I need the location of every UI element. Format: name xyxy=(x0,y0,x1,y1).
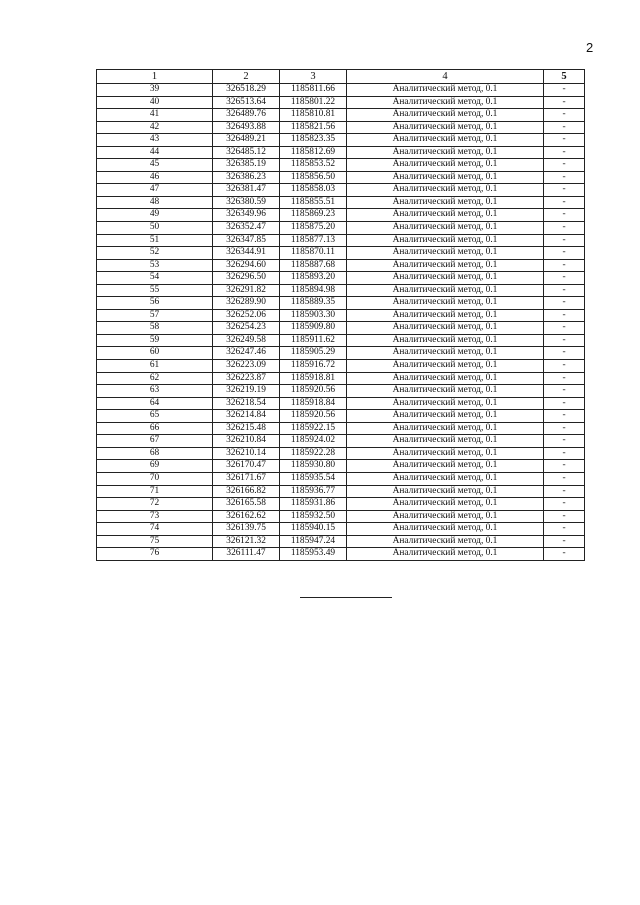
table-cell-col-2: 326121.32 xyxy=(213,535,280,548)
table-cell-col-3: 1185869.23 xyxy=(280,209,347,222)
table-cell-col-2: 326210.14 xyxy=(213,447,280,460)
column-header-5: 5 xyxy=(544,70,585,84)
table-cell-col-4: Аналитический метод, 0.1 xyxy=(347,322,544,335)
table-row xyxy=(97,372,585,385)
table-row xyxy=(97,548,585,561)
table-cell-col-5: - xyxy=(544,159,585,172)
table-cell-col-3: 1185932.50 xyxy=(280,510,347,523)
table-cell-col-4: Аналитический метод, 0.1 xyxy=(347,334,544,347)
table-cell-col-4: Аналитический метод, 0.1 xyxy=(347,284,544,297)
table-cell-col-2: 326170.47 xyxy=(213,460,280,473)
table-row xyxy=(97,196,585,209)
table-cell-col-4: Аналитический метод, 0.1 xyxy=(347,84,544,97)
table-cell-col-5: - xyxy=(544,397,585,410)
table-row xyxy=(97,134,585,147)
table-cell-col-1: 56 xyxy=(97,297,213,310)
table-cell-col-2: 326349.96 xyxy=(213,209,280,222)
table-cell-col-4: Аналитический метод, 0.1 xyxy=(347,535,544,548)
table-cell-col-4: Аналитический метод, 0.1 xyxy=(347,247,544,260)
table-cell-col-1: 53 xyxy=(97,259,213,272)
table-row xyxy=(97,347,585,360)
table-cell-col-4: Аналитический метод, 0.1 xyxy=(347,121,544,134)
table-cell-col-1: 46 xyxy=(97,171,213,184)
table-cell-col-5: - xyxy=(544,272,585,285)
table-cell-col-1: 70 xyxy=(97,472,213,485)
table-cell-col-4: Аналитический метод, 0.1 xyxy=(347,171,544,184)
table-cell-col-3: 1185894.98 xyxy=(280,284,347,297)
table-cell-col-4: Аналитический метод, 0.1 xyxy=(347,360,544,373)
table-cell-col-1: 58 xyxy=(97,322,213,335)
table-cell-col-1: 76 xyxy=(97,548,213,561)
table-cell-col-5: - xyxy=(544,460,585,473)
table-cell-col-2: 326111.47 xyxy=(213,548,280,561)
table-cell-col-2: 326489.76 xyxy=(213,109,280,122)
table-cell-col-2: 326289.90 xyxy=(213,297,280,310)
table-cell-col-5: - xyxy=(544,498,585,511)
table-row xyxy=(97,234,585,247)
table-cell-col-3: 1185920.56 xyxy=(280,410,347,423)
table-cell-col-5: - xyxy=(544,297,585,310)
table-cell-col-1: 69 xyxy=(97,460,213,473)
table-header-row xyxy=(97,70,585,84)
page-number: 2 xyxy=(586,40,594,55)
table-cell-col-3: 1185918.84 xyxy=(280,397,347,410)
table-cell-col-5: - xyxy=(544,171,585,184)
table-cell-col-2: 326252.06 xyxy=(213,309,280,322)
table-cell-col-2: 326223.87 xyxy=(213,372,280,385)
table-cell-col-1: 50 xyxy=(97,222,213,235)
table-cell-col-2: 326171.67 xyxy=(213,472,280,485)
table-cell-col-2: 326165.58 xyxy=(213,498,280,511)
table-cell-col-3: 1185924.02 xyxy=(280,435,347,448)
table-cell-col-2: 326162.62 xyxy=(213,510,280,523)
table-cell-col-5: - xyxy=(544,247,585,260)
table-cell-col-1: 39 xyxy=(97,84,213,97)
table-cell-col-3: 1185811.66 xyxy=(280,84,347,97)
table-cell-col-5: - xyxy=(544,410,585,423)
table-cell-col-4: Аналитический метод, 0.1 xyxy=(347,234,544,247)
table-row xyxy=(97,209,585,222)
table-cell-col-1: 68 xyxy=(97,447,213,460)
table-cell-col-2: 326485.12 xyxy=(213,146,280,159)
table-cell-col-2: 326386.23 xyxy=(213,171,280,184)
table-cell-col-1: 57 xyxy=(97,309,213,322)
table-cell-col-2: 326489.21 xyxy=(213,134,280,147)
table-cell-col-5: - xyxy=(544,535,585,548)
table-row xyxy=(97,309,585,322)
table-row xyxy=(97,121,585,134)
table-cell-col-3: 1185922.28 xyxy=(280,447,347,460)
table-cell-col-3: 1185930.80 xyxy=(280,460,347,473)
table-cell-col-4: Аналитический метод, 0.1 xyxy=(347,397,544,410)
table-cell-col-2: 326215.48 xyxy=(213,422,280,435)
table-body xyxy=(97,84,585,561)
table-cell-col-1: 63 xyxy=(97,385,213,398)
table-cell-col-1: 73 xyxy=(97,510,213,523)
table-row xyxy=(97,535,585,548)
table-cell-col-1: 72 xyxy=(97,498,213,511)
table-cell-col-3: 1185922.15 xyxy=(280,422,347,435)
column-header-2: 2 xyxy=(213,70,280,84)
table-cell-col-4: Аналитический метод, 0.1 xyxy=(347,272,544,285)
table-cell-col-4: Аналитический метод, 0.1 xyxy=(347,209,544,222)
table-cell-col-5: - xyxy=(544,372,585,385)
table-cell-col-2: 326347.85 xyxy=(213,234,280,247)
table-row xyxy=(97,410,585,423)
table-cell-col-2: 326249.58 xyxy=(213,334,280,347)
table-row xyxy=(97,297,585,310)
table-row xyxy=(97,284,585,297)
table-cell-col-2: 326247.46 xyxy=(213,347,280,360)
table-cell-col-2: 326218.54 xyxy=(213,397,280,410)
table-cell-col-2: 326210.84 xyxy=(213,435,280,448)
table-cell-col-2: 326493.88 xyxy=(213,121,280,134)
table-cell-col-3: 1185821.56 xyxy=(280,121,347,134)
table-cell-col-4: Аналитический метод, 0.1 xyxy=(347,435,544,448)
table-cell-col-1: 64 xyxy=(97,397,213,410)
table-cell-col-2: 326296.50 xyxy=(213,272,280,285)
table-cell-col-3: 1185893.20 xyxy=(280,272,347,285)
table-cell-col-1: 61 xyxy=(97,360,213,373)
table-cell-col-4: Аналитический метод, 0.1 xyxy=(347,485,544,498)
table-row xyxy=(97,222,585,235)
table-cell-col-3: 1185918.81 xyxy=(280,372,347,385)
table-cell-col-3: 1185875.20 xyxy=(280,222,347,235)
table-row xyxy=(97,146,585,159)
table-cell-col-1: 66 xyxy=(97,422,213,435)
table-cell-col-5: - xyxy=(544,510,585,523)
table-cell-col-5: - xyxy=(544,347,585,360)
table-cell-col-3: 1185916.72 xyxy=(280,360,347,373)
table-cell-col-3: 1185931.86 xyxy=(280,498,347,511)
table-row xyxy=(97,184,585,197)
table-row xyxy=(97,96,585,109)
table-cell-col-1: 40 xyxy=(97,96,213,109)
table-cell-col-4: Аналитический метод, 0.1 xyxy=(347,146,544,159)
table-cell-col-4: Аналитический метод, 0.1 xyxy=(347,523,544,536)
table-cell-col-5: - xyxy=(544,134,585,147)
table-cell-col-5: - xyxy=(544,334,585,347)
table-cell-col-3: 1185903.30 xyxy=(280,309,347,322)
table-cell-col-1: 42 xyxy=(97,121,213,134)
table-cell-col-4: Аналитический метод, 0.1 xyxy=(347,510,544,523)
table-cell-col-5: - xyxy=(544,360,585,373)
table-row xyxy=(97,84,585,97)
table-cell-col-3: 1185887.68 xyxy=(280,259,347,272)
table-cell-col-1: 75 xyxy=(97,535,213,548)
table-cell-col-2: 326166.82 xyxy=(213,485,280,498)
table-cell-col-3: 1185905.29 xyxy=(280,347,347,360)
table-cell-col-1: 52 xyxy=(97,247,213,260)
table-cell-col-3: 1185812.69 xyxy=(280,146,347,159)
table-cell-col-3: 1185801.22 xyxy=(280,96,347,109)
table-row xyxy=(97,498,585,511)
table-cell-col-1: 60 xyxy=(97,347,213,360)
table-cell-col-1: 43 xyxy=(97,134,213,147)
table-cell-col-4: Аналитический метод, 0.1 xyxy=(347,372,544,385)
table-cell-col-5: - xyxy=(544,322,585,335)
table-cell-col-3: 1185810.81 xyxy=(280,109,347,122)
table-cell-col-5: - xyxy=(544,184,585,197)
table-cell-col-5: - xyxy=(544,234,585,247)
table-cell-col-2: 326254.23 xyxy=(213,322,280,335)
table-cell-col-1: 48 xyxy=(97,196,213,209)
table-cell-col-1: 67 xyxy=(97,435,213,448)
table-cell-col-4: Аналитический метод, 0.1 xyxy=(347,196,544,209)
table-row xyxy=(97,422,585,435)
table-cell-col-3: 1185823.35 xyxy=(280,134,347,147)
table-cell-col-4: Аналитический метод, 0.1 xyxy=(347,472,544,485)
table-cell-col-1: 49 xyxy=(97,209,213,222)
table-cell-col-5: - xyxy=(544,284,585,297)
table-cell-col-2: 326513.64 xyxy=(213,96,280,109)
column-header-1: 1 xyxy=(97,70,213,84)
table-cell-col-1: 45 xyxy=(97,159,213,172)
table-cell-col-3: 1185947.24 xyxy=(280,535,347,548)
table-cell-col-3: 1185935.54 xyxy=(280,472,347,485)
table-cell-col-3: 1185911.62 xyxy=(280,334,347,347)
table-cell-col-2: 326352.47 xyxy=(213,222,280,235)
table-cell-col-5: - xyxy=(544,222,585,235)
table-cell-col-1: 54 xyxy=(97,272,213,285)
table-cell-col-3: 1185940.15 xyxy=(280,523,347,536)
table-cell-col-2: 326381.47 xyxy=(213,184,280,197)
table-cell-col-1: 71 xyxy=(97,485,213,498)
table-cell-col-5: - xyxy=(544,385,585,398)
table-row xyxy=(97,334,585,347)
table-cell-col-1: 44 xyxy=(97,146,213,159)
table-cell-col-3: 1185889.35 xyxy=(280,297,347,310)
table-cell-col-3: 1185858.03 xyxy=(280,184,347,197)
table-cell-col-3: 1185953.49 xyxy=(280,548,347,561)
table-cell-col-5: - xyxy=(544,447,585,460)
table-cell-col-4: Аналитический метод, 0.1 xyxy=(347,109,544,122)
table-cell-col-4: Аналитический метод, 0.1 xyxy=(347,96,544,109)
column-header-4: 4 xyxy=(347,70,544,84)
table-cell-col-5: - xyxy=(544,485,585,498)
table-cell-col-4: Аналитический метод, 0.1 xyxy=(347,498,544,511)
table-cell-col-1: 47 xyxy=(97,184,213,197)
table-cell-col-1: 55 xyxy=(97,284,213,297)
table-cell-col-4: Аналитический метод, 0.1 xyxy=(347,297,544,310)
table-cell-col-5: - xyxy=(544,109,585,122)
table-row xyxy=(97,385,585,398)
table-cell-col-3: 1185920.56 xyxy=(280,385,347,398)
table-cell-col-2: 326291.82 xyxy=(213,284,280,297)
table-cell-col-1: 74 xyxy=(97,523,213,536)
table-cell-col-4: Аналитический метод, 0.1 xyxy=(347,184,544,197)
table-cell-col-3: 1185877.13 xyxy=(280,234,347,247)
table-row xyxy=(97,435,585,448)
table-row xyxy=(97,322,585,335)
table-cell-col-5: - xyxy=(544,196,585,209)
table-row xyxy=(97,159,585,172)
table-row xyxy=(97,272,585,285)
table-cell-col-2: 326518.29 xyxy=(213,84,280,97)
table-cell-col-4: Аналитический метод, 0.1 xyxy=(347,447,544,460)
table-cell-col-4: Аналитический метод, 0.1 xyxy=(347,134,544,147)
table-cell-col-4: Аналитический метод, 0.1 xyxy=(347,460,544,473)
table-cell-col-5: - xyxy=(544,121,585,134)
table-cell-col-4: Аналитический метод, 0.1 xyxy=(347,347,544,360)
table-cell-col-2: 326344.91 xyxy=(213,247,280,260)
table-cell-col-4: Аналитический метод, 0.1 xyxy=(347,422,544,435)
table-cell-col-1: 62 xyxy=(97,372,213,385)
table-cell-col-4: Аналитический метод, 0.1 xyxy=(347,222,544,235)
table-cell-col-5: - xyxy=(544,472,585,485)
table-row xyxy=(97,510,585,523)
table-cell-col-3: 1185936.77 xyxy=(280,485,347,498)
table-cell-col-4: Аналитический метод, 0.1 xyxy=(347,309,544,322)
footer-divider xyxy=(300,597,392,598)
table-cell-col-3: 1185855.51 xyxy=(280,196,347,209)
table-cell-col-2: 326214.84 xyxy=(213,410,280,423)
table-row xyxy=(97,397,585,410)
table-row xyxy=(97,472,585,485)
table-cell-col-2: 326294.60 xyxy=(213,259,280,272)
table-cell-col-5: - xyxy=(544,84,585,97)
table-cell-col-5: - xyxy=(544,259,585,272)
table-cell-col-2: 326380.59 xyxy=(213,196,280,209)
table-cell-col-3: 1185856.50 xyxy=(280,171,347,184)
column-header-3: 3 xyxy=(280,70,347,84)
table-row xyxy=(97,109,585,122)
table-cell-col-5: - xyxy=(544,422,585,435)
table-cell-col-5: - xyxy=(544,435,585,448)
table-row xyxy=(97,485,585,498)
table-cell-col-1: 41 xyxy=(97,109,213,122)
table-cell-col-5: - xyxy=(544,309,585,322)
table-cell-col-2: 326219.19 xyxy=(213,385,280,398)
table-cell-col-2: 326139.75 xyxy=(213,523,280,536)
table-cell-col-2: 326385.19 xyxy=(213,159,280,172)
table-row xyxy=(97,523,585,536)
table-cell-col-1: 51 xyxy=(97,234,213,247)
table-cell-col-5: - xyxy=(544,523,585,536)
table-row xyxy=(97,447,585,460)
coordinates-table xyxy=(96,69,585,561)
table-cell-col-4: Аналитический метод, 0.1 xyxy=(347,385,544,398)
table-cell-col-4: Аналитический метод, 0.1 xyxy=(347,548,544,561)
table-cell-col-2: 326223.09 xyxy=(213,360,280,373)
table-cell-col-4: Аналитический метод, 0.1 xyxy=(347,410,544,423)
table-cell-col-5: - xyxy=(544,209,585,222)
table-row xyxy=(97,259,585,272)
table-cell-col-5: - xyxy=(544,146,585,159)
table-row xyxy=(97,360,585,373)
table-cell-col-3: 1185853.52 xyxy=(280,159,347,172)
table-cell-col-5: - xyxy=(544,548,585,561)
table-cell-col-3: 1185909.80 xyxy=(280,322,347,335)
table-cell-col-1: 59 xyxy=(97,334,213,347)
table-cell-col-4: Аналитический метод, 0.1 xyxy=(347,259,544,272)
table-cell-col-4: Аналитический метод, 0.1 xyxy=(347,159,544,172)
table-row xyxy=(97,171,585,184)
table-cell-col-5: - xyxy=(544,96,585,109)
table-cell-col-1: 65 xyxy=(97,410,213,423)
table-cell-col-3: 1185870.11 xyxy=(280,247,347,260)
table-row xyxy=(97,247,585,260)
table-row xyxy=(97,460,585,473)
